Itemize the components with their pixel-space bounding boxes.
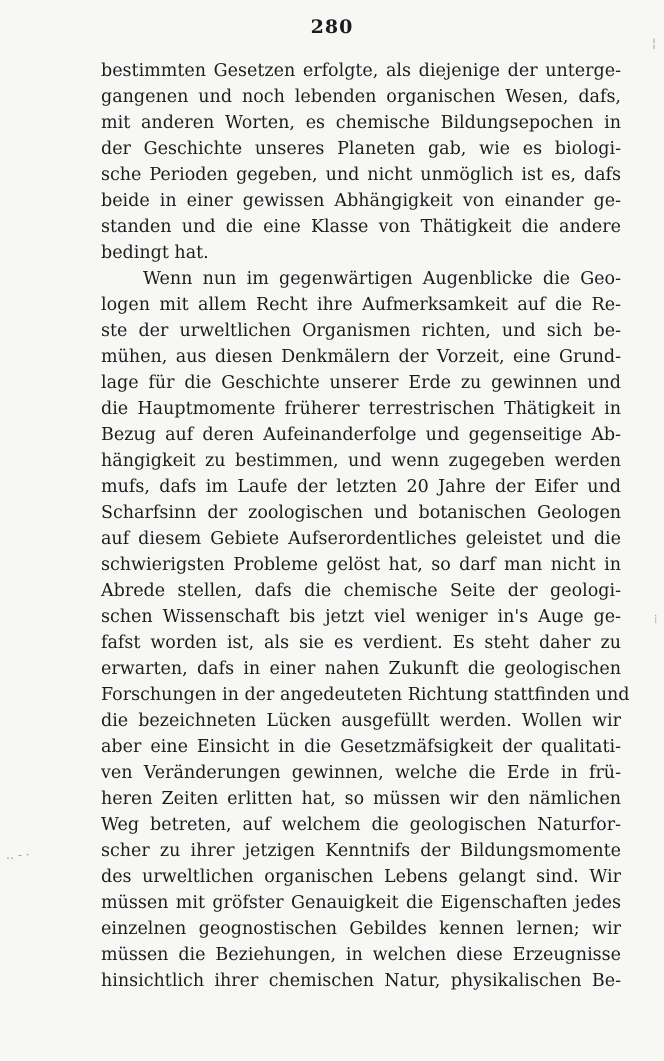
text-line: die bezeichneten Lücken ausgefüllt werden. Wollen wir <box>101 711 621 731</box>
text-line: gangenen und noch lebenden organischen Wesen, dafs, <box>101 87 621 107</box>
text-line: mühen, aus diesen Denkmälern der Vorzeit, eine Grund- <box>101 347 621 367</box>
text-line: einzelnen geognostischen Gebildes kennen lernen; wir <box>101 919 621 939</box>
text-line: aber eine Einsicht in die Gesetzmäfsigkeit der qualitati- <box>101 737 621 757</box>
text-line: Abrede stellen, dafs die chemische Seite der geologi- <box>101 581 621 601</box>
text-line: auf diesem Gebiete Aufserordentliches geleistet und die <box>101 529 621 549</box>
text-line: Weg betreten, auf welchem die geologischen Naturfor- <box>101 815 621 835</box>
text-line: mit anderen Worten, es chemische Bildungsepochen in <box>101 113 621 133</box>
text-line: Scharfsinn der zoologischen und botanischen Geologen <box>101 503 621 523</box>
text-line: scher zu ihrer jetzigen Kenntnifs der Bildungsmomente <box>101 841 621 861</box>
text-line: heren Zeiten erlitten hat, so müssen wir den nämlichen <box>101 789 621 809</box>
text-line: schen Wissenschaft bis jetzt viel weniger in's Auge ge- <box>101 607 621 627</box>
text-line: lage für die Geschichte unserer Erde zu gewinnen und <box>101 373 621 393</box>
text-line: standen und die eine Klasse von Thätigkeit die andere <box>101 217 621 237</box>
text-line: die Hauptmomente früherer terrestrischen Thätigkeit in <box>101 399 621 419</box>
text-line: bestimmten Gesetzen erfolgte, als diejenige der unterge- <box>101 61 621 81</box>
text-line: ste der urweltlichen Organismen richten, und sich be- <box>101 321 621 341</box>
scan-margin-mark: ⁞ <box>654 612 658 626</box>
text-line: der Geschichte unseres Planeten gab, wie es biologi- <box>101 139 621 159</box>
text-line: schwierigsten Probleme gelöst hat, so darf man nicht in <box>101 555 621 575</box>
text-line: bedingt hat. <box>101 243 209 263</box>
text-line: fafst worden ist, als sie es verdient. Es steht daher zu <box>101 633 621 653</box>
text-line: ven Veränderungen gewinnen, welche die Erde in frü- <box>101 763 621 783</box>
text-line: des urweltlichen organischen Lebens gelangt sind. Wir <box>101 867 621 887</box>
text-line: logen mit allem Recht ihre Aufmerksamkeit auf die Re- <box>101 295 621 315</box>
text-line: beide in einer gewissen Abhängigkeit von einander ge- <box>101 191 621 211</box>
paragraph-first-line: Wenn nun im gegenwärtigen Augenblicke die Geo- <box>143 269 621 289</box>
text-line: Forschungen in der angedeuteten Richtung stattfinden und <box>101 685 630 705</box>
text-line: Bezug auf deren Aufeinanderfolge und gegenseitige Ab- <box>101 425 621 445</box>
text-line: erwarten, dafs in einer nahen Zukunft die geologischen <box>101 659 621 679</box>
text-line: müssen die Beziehungen, in welchen diese Erzeugnisse <box>101 945 621 965</box>
text-line: mufs, dafs im Laufe der letzten 20 Jahre der Eifer und <box>101 477 621 497</box>
scan-margin-mark: ¦ <box>652 36 657 50</box>
scan-margin-mark: ‥ ‐ · <box>6 848 30 862</box>
text-line: müssen mit gröfster Genauigkeit die Eigenschaften jedes <box>101 893 621 913</box>
page-number: 280 <box>310 16 354 38</box>
text-line: hängigkeit zu bestimmen, und wenn zugegeben werden <box>101 451 621 471</box>
text-line: hinsichtlich ihrer chemischen Natur, physikalischen Be- <box>101 971 621 991</box>
text-line: sche Perioden gegeben, und nicht unmöglich ist es, dafs <box>101 165 621 185</box>
